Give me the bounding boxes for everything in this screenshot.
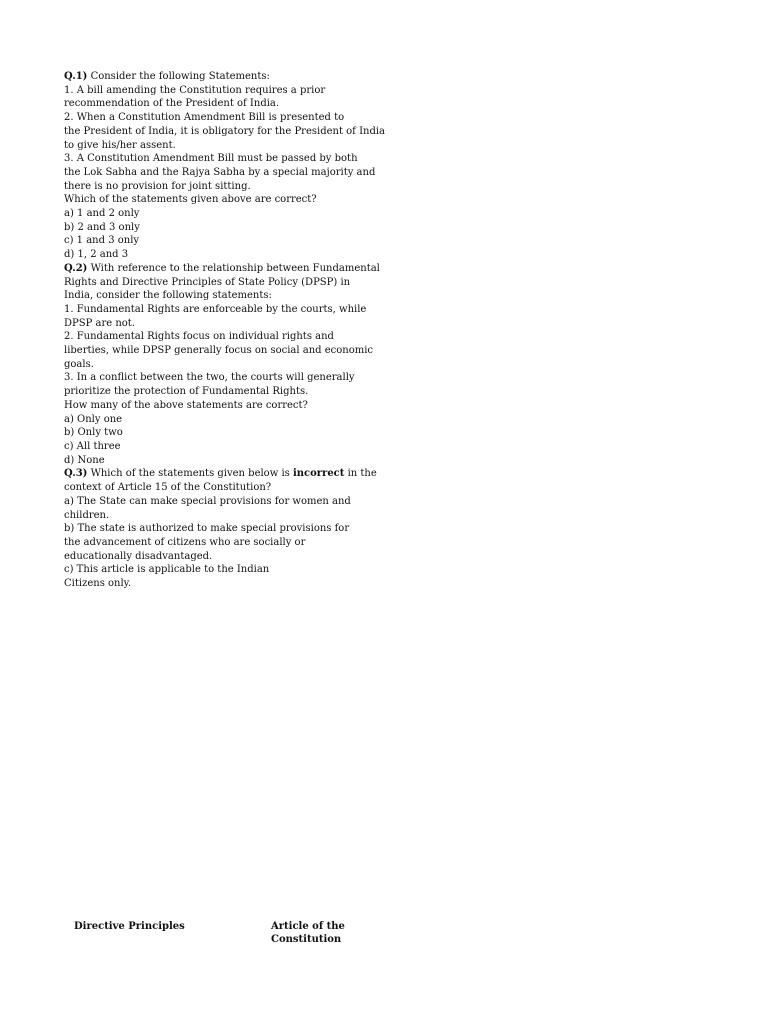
question-3-label: Q.3) — [64, 468, 88, 480]
question-1-intro: Consider the following Statements: — [87, 71, 270, 82]
question-3-option: c) This article is applicable to the Indian — [64, 564, 270, 576]
question-1-line: there is no provision for joint sitting. — [64, 180, 251, 192]
table-column-header-article-line1: Article of the — [271, 921, 345, 932]
question-1-line: recommendation of the President of India. — [64, 98, 280, 110]
question-1-option: c) 1 and 3 only — [64, 235, 140, 247]
question-3-line: context of Article 15 of the Constitution? — [64, 482, 272, 494]
question-2-line: Rights and Directive Principles of State Policy (DPSP) in — [64, 276, 351, 288]
question-2-line: India, consider the following statements: — [64, 290, 272, 302]
question-block — [64, 70, 386, 591]
question-3-line: Citizens only. — [64, 578, 132, 590]
question-1-line: 1. A bill amending the Constitution requires a prior — [64, 84, 326, 96]
question-2-line: 2. Fundamental Rights focus on individual rights and — [64, 331, 334, 343]
question-1-line: the Lok Sabha and the Rajya Sabha by a special majority and — [64, 166, 376, 178]
question-3-heading — [64, 467, 380, 481]
question-1-option: b) 2 and 3 only — [64, 221, 140, 233]
table-column-header-directive-principles: Directive Principles — [74, 921, 185, 932]
question-1-line: the President of India, it is obligatory for the President of India — [64, 125, 386, 137]
question-1-label: Q.1) — [64, 71, 88, 82]
question-3-line: educationally disadvantaged. — [64, 550, 213, 562]
question-1-line: 3. A Constitution Amendment Bill must be passed by both — [64, 153, 358, 165]
question-3-option: a) The State can make special provisions for women and — [64, 495, 351, 507]
question-1-line: 2. When a Constitution Amendment Bill is presented to — [64, 112, 345, 124]
question-1-option: d) 1, 2 and 3 — [64, 249, 129, 261]
table-column-header-article-line2: Constitution — [271, 934, 342, 945]
question-3-line: children. — [64, 509, 110, 521]
question-2-option: b) Only two — [64, 427, 123, 439]
question-2-heading — [64, 262, 380, 276]
question-2-line: DPSP are not. — [64, 317, 136, 329]
question-1-line: to give his/her assent. — [64, 139, 176, 151]
question-2-line: How many of the above statements are correct? — [64, 399, 308, 411]
question-2-line: liberties, while DPSP generally focus on social and economic — [64, 345, 374, 357]
question-2-option: a) Only one — [64, 413, 123, 425]
question-2-line: prioritize the protection of Fundamental Rights. — [64, 386, 309, 398]
question-2-line: 1. Fundamental Rights are enforceable by the courts, while — [64, 303, 367, 315]
table-column-header-article — [271, 920, 345, 946]
question-2-line: goals. — [64, 358, 94, 370]
question-1-line: Which of the statements given above are correct? — [64, 194, 317, 206]
question-3-keyword: incorrect — [292, 468, 345, 480]
question-3-intro-end: in the — [344, 468, 377, 480]
question-2-line: 3. In a conflict between the two, the courts will generally — [64, 372, 355, 384]
question-1-heading — [64, 70, 380, 84]
question-1-option: a) 1 and 2 only — [64, 208, 140, 220]
question-2-label: Q.2) — [64, 262, 88, 274]
question-2-option: c) All three — [64, 440, 121, 452]
question-3-line: the advancement of citizens who are socially or — [64, 536, 306, 548]
question-2-intro: With reference to the relationship between Fundamental — [87, 262, 380, 274]
question-2-option: d) None — [64, 454, 105, 466]
question-3-option: b) The state is authorized to make special provisions for — [64, 523, 350, 535]
question-3-intro: Which of the statements given below is — [87, 468, 293, 480]
